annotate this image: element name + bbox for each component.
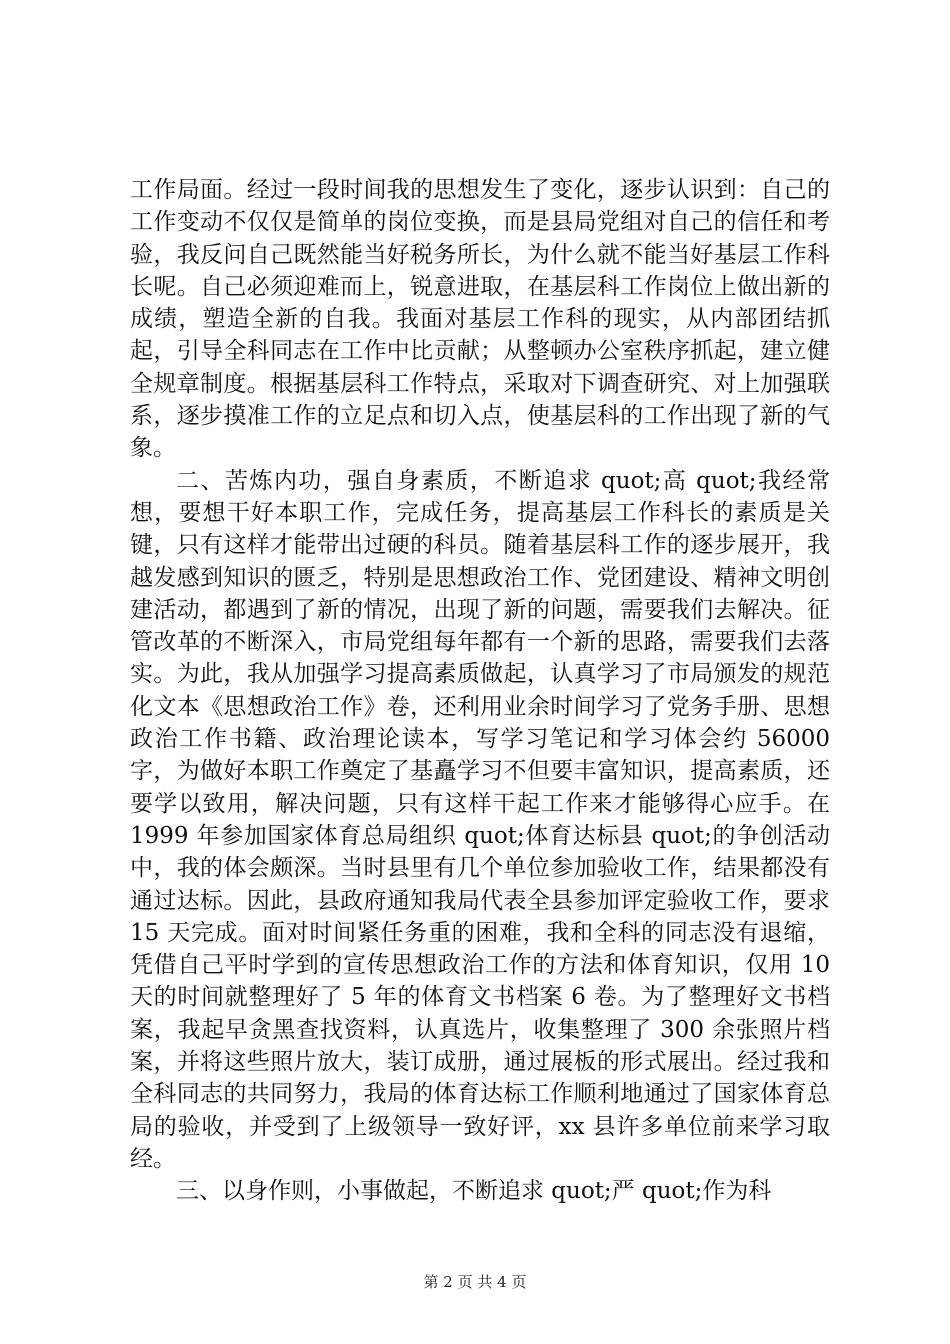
paragraph-section-two: 二、苦炼内功，强自身素质，不断追求 quot;高 quot;我经常想，要想干好本职工作，完成任务，提高基层工作科长的素质是关键，只有这样才能带出过硬的科员。随着基层科工作的逐步展开，我越发感到知识的匮乏，特别是思想政治工作、党团建设、精神文明创建活动，都遇到了新的情况，出现了新的问题，需要我们去解决。征管改革的不断深入，市局党组每年都有一个新的思路，需要我们去落实。为此，我从加强学习提高素质做起，认真学习了市局颁发的规范化文本《思想政治工作》卷，还利用业余时间学习了党务手册、思想政治工作书籍、政治理论读本，写学习笔记和学习体会约 56000 字，为做好本职工作奠定了基矗学习不但要丰富知识，提高素质，还要学以致用，解决问题，只有这样干起工作来才能够得心应手。在 1999 年参加国家体育总局组织 quot;体育达标县 quot;的争创活动中，我的体会颇深。当时县里有几个单位参加验收工作，结果都没有通过达标。因此，县政府通知我局代表全县参加评定验收工作，要求 15 天完成。面对时间紧任务重的困难，我和全科的同志没有退缩，凭借自己平时学到的宣传思想政治工作的方法和体育知识，仅用 10 天的时间就整理好了 5 年的体育文书档案 6 卷。为了整理好文书档案，我起早贪黑查找资料，认真选片，收集整理了 300 余张照片档案，并将这些照片放大，装订成册，通过展板的形式展出。经过我和全科同志的共同努力，我局的体育达标工作顺利地通过了国家体育总局的验收，并受到了上级领导一致好评，xx 县许多单位前来学习取经。 xyxy=(130,467,830,1172)
page-footer: 第 2 页 共 4 页 xyxy=(423,1273,527,1291)
paragraph-section-three: 三、以身作则，小事做起，不断追求 quot;严 quot;作为科 xyxy=(176,1178,772,1205)
paragraph-work-situation: 工作局面。经过一段时间我的思想发生了变化，逐步认识到：自己的工作变动不仅仅是简单的岗位变换，而是县局党组对自己的信任和考验，我反问自己既然能当好税务所长，为什么就不能当好基层工作科长呢。自己必须迎难而上，锐意进取，在基层科工作岗位上做出新的成绩，塑造全新的自我。我面对基层工作科的现实，从内部团结抓起，引导全科同志在工作中比贡献；从整顿办公室秩序抓起，建立健全规章制度。根据基层科工作特点，采取对下调查研究、对上加强联系，逐步摸准工作的立足点和切入点，使基层科的工作出现了新的气象。 xyxy=(130,177,830,462)
document-body xyxy=(130,174,830,1208)
